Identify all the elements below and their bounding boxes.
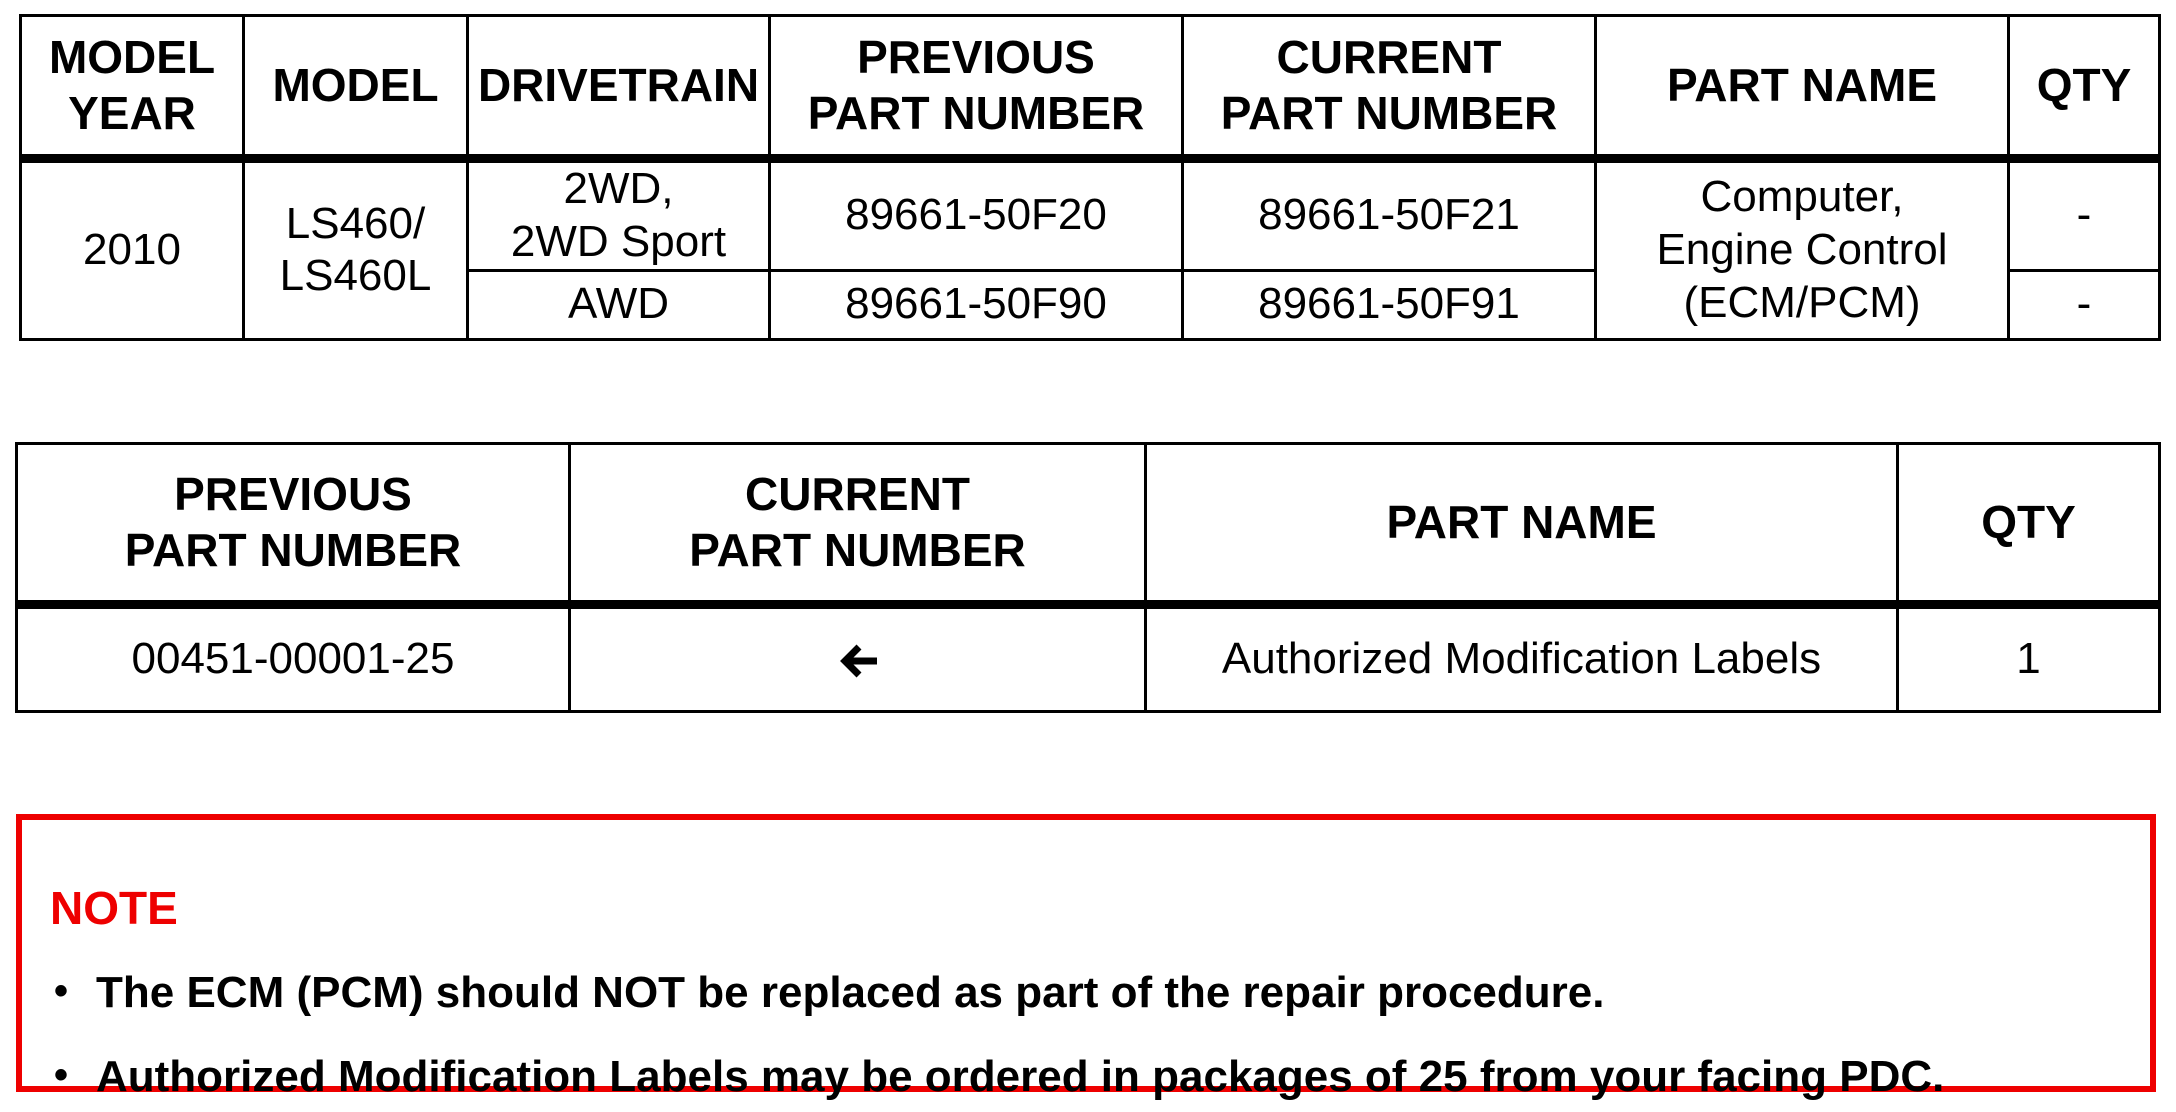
previous-part-number-cell: 00451-00001-25 — [17, 605, 570, 712]
header-part-name: PART NAME — [1146, 444, 1898, 605]
current-part-number-cell: 89661-50F21 — [1183, 159, 1596, 271]
part-name-cell: Computer, Engine Control (ECM/PCM) — [1596, 159, 2009, 340]
note-item-text: The ECM (PCM) should NOT be replaced as part of the repair procedure. — [96, 968, 1605, 1017]
header-previous-part-number: PREVIOUS PART NUMBER — [17, 444, 570, 605]
previous-part-number-cell: 89661-50F20 — [770, 159, 1183, 271]
qty-cell: - — [2009, 159, 2160, 271]
note-item — [50, 968, 2150, 1017]
model-year-cell: 2010 — [21, 159, 244, 340]
qty-cell: 1 — [1898, 605, 2160, 712]
header-qty: QTY — [1898, 444, 2160, 605]
note-list — [50, 968, 2150, 1101]
note-item — [50, 1052, 2150, 1101]
table1-header-row — [21, 16, 2160, 159]
part-name-cell: Authorized Modification Labels — [1146, 605, 1898, 712]
ecm-parts-table — [19, 14, 2161, 341]
left-arrow-icon — [835, 641, 881, 681]
drivetrain-cell: 2WD, 2WD Sport — [468, 159, 770, 271]
header-drivetrain: DRIVETRAIN — [468, 16, 770, 159]
header-qty: QTY — [2009, 16, 2160, 159]
current-part-number-cell: 89661-50F91 — [1183, 270, 1596, 339]
note-box — [16, 814, 2156, 1101]
header-model: MODEL — [244, 16, 468, 159]
bullet-icon: • — [54, 1053, 69, 1097]
header-current-part-number: CURRENT PART NUMBER — [570, 444, 1146, 605]
labels-parts-table — [15, 442, 2161, 713]
model-cell: LS460/ LS460L — [244, 159, 468, 340]
previous-part-number-cell: 89661-50F90 — [770, 270, 1183, 339]
table-row — [21, 159, 2160, 271]
table2-header-row — [17, 444, 2160, 605]
note-title: NOTE — [50, 882, 178, 934]
header-previous-part-number: PREVIOUS PART NUMBER — [770, 16, 1183, 159]
header-current-part-number: CURRENT PART NUMBER — [1183, 16, 1596, 159]
qty-cell: - — [2009, 270, 2160, 339]
current-part-number-cell — [570, 605, 1146, 712]
header-model-year: MODEL YEAR — [21, 16, 244, 159]
table-row — [17, 605, 2160, 712]
drivetrain-cell: AWD — [468, 270, 770, 339]
bullet-icon: • — [54, 969, 69, 1013]
header-part-name: PART NAME — [1596, 16, 2009, 159]
note-item-text: Authorized Modification Labels may be ordered in packages of 25 from your facing PDC. — [96, 1052, 1945, 1101]
